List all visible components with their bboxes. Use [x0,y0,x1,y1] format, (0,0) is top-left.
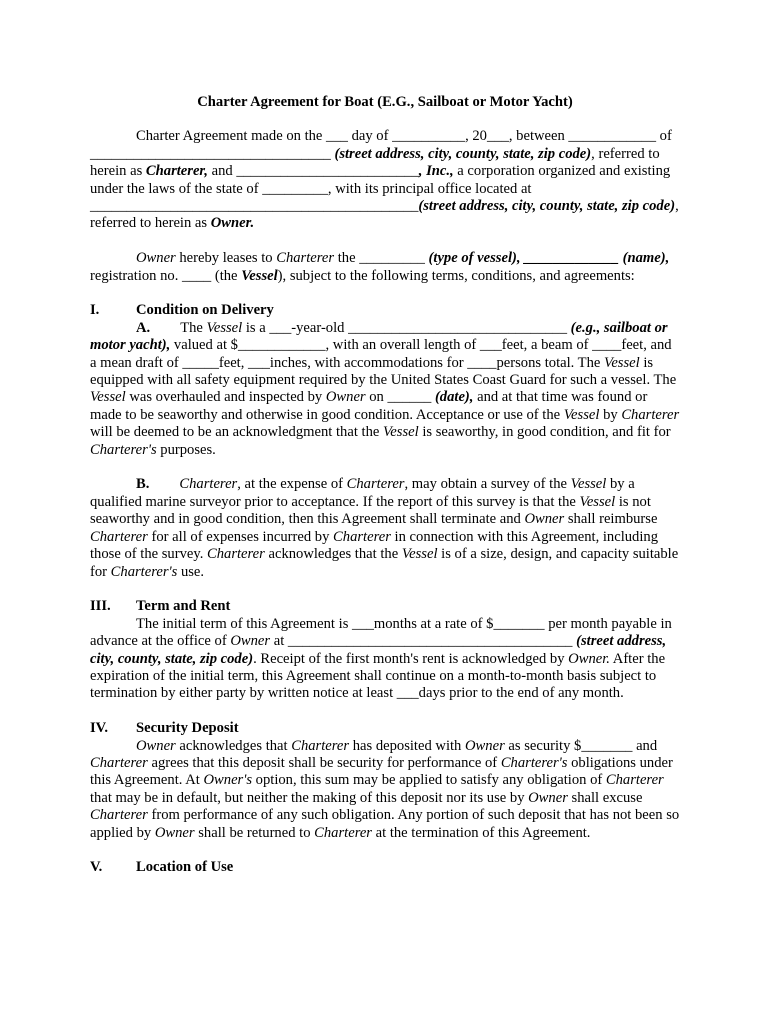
section-3-heading [90,598,680,615]
charterer-term: Charterer [90,528,148,545]
intro-address-placeholder: (street address, city, county, state, zip code) [334,145,592,162]
para-text: valued at $____________, with an overall length of ___feet, a beam of ____feet, and a mean draft of _____feet, ___inches, with accommodations for ____persons total. The [90,337,672,371]
para-text: and at that time was found or made to be seaworthy and otherwise in good condition. Acceptance or use of the [90,389,648,423]
para-text: by [599,406,622,423]
para-text: is not seaworthy and in good condition, then this Agreement shall terminate and [90,493,651,528]
para-text: from performance of any such obligation. Any portion of such deposit that has not been so applied by [90,807,680,841]
owner-term: Owner [136,737,176,754]
section-title: Security Deposit [136,720,239,737]
date-placeholder: (date), [434,389,474,406]
spacer [90,285,680,302]
owner-term: Owner [524,511,565,528]
intro-text: a corporation organized and existing under the laws of the state of _________, with its principal office located at _____________________________________________ [90,163,671,215]
para-text: The [180,319,207,336]
intro-text: , referred to herein as [90,145,660,180]
para-text: as security $_______ and [504,737,658,754]
owner-term: Owner [528,789,568,806]
para-text: that may be in default, but neither the making of this deposit nor its use by [90,789,529,806]
para-text: shall excuse [567,789,643,806]
para-text: The initial term of this Agreement is ___months at a rate of $_______ per month payable in advance at the office of [90,615,672,650]
lease-text: the _________ [334,250,429,267]
vessel-term: Vessel [570,476,607,493]
spacer [90,233,680,250]
charterer-term: Charterer [207,546,265,563]
intro-inc-term: , Inc., [418,163,454,180]
lease-text: ), subject to the following terms, conditions, and agreements: [277,267,635,284]
address-placeholder: (street address, city, county, state, zip code) [90,633,667,667]
para-text: at _______________________________________ [270,633,577,650]
para-text: option, this sum may be applied to satisfy any obligation of [252,772,606,789]
para-text: in connection with this Agreement, including those of the survey. [90,528,658,563]
owner-term: Owner [325,389,366,406]
para-text: is seaworthy, in good condition, and fit for [418,424,671,441]
charterer-term: Charterer [346,476,405,493]
charterer-term: Charterer [605,772,664,789]
vessel-type-placeholder: (e.g., sailboat or motor yacht), [90,319,668,354]
vessel-term: Vessel [401,546,438,563]
section-number: I. [90,302,100,319]
para-text: use. [177,563,205,580]
spacer [90,842,680,859]
owner-term: Owner [465,737,505,754]
section-3-paragraph [90,616,680,703]
charterer-term: Charterer [90,754,148,771]
section-number: V. [90,859,103,876]
para-text: shall reimburse [564,511,658,528]
lease-vessel-term: Vessel [241,267,278,284]
para-text: is equipped with all safety equipment required by the United States Coast Guard for such a vessel. The [90,354,677,389]
spacer [90,459,680,476]
para-text: purposes. [156,441,216,458]
document-body [90,94,680,877]
section-number: IV. [90,720,108,737]
section-1-b-paragraph [90,476,680,580]
charterer-term: Charterer's [90,441,157,458]
owner-term: Owner. [568,650,610,667]
vessel-term: Vessel [563,406,600,423]
spacer [90,703,680,720]
lease-text: registration no. ____ (the [90,267,242,284]
document-title: Charter Agreement for Boat (E.G., Sailboat or Motor Yacht) [197,94,573,110]
section-title: Term and Rent [136,598,231,615]
para-text: is of a size, design, and capacity suitable for [90,546,679,580]
lease-charterer: Charterer [276,250,335,267]
para-text: , may obtain a survey of the [404,476,571,493]
para-text: After the expiration of the initial term, this Agreement shall continue on a month-to-month basis subject to termination by either party by written notice at least ___days prior to the end of any month. [90,650,666,702]
para-text: agrees that this deposit shall be security for performance of [147,754,501,771]
owner-term: Owner [230,633,271,650]
charterer-term: Charterer [291,737,350,754]
para-text: at the termination of this Agreement. [372,824,591,841]
owner-term: Owner [154,824,195,841]
intro-paragraph [90,128,680,232]
intro-text: Charter Agreement made on the ___ day of __________, 20___, between ____________ of _________________________________ [90,128,672,162]
para-text: has deposited with [349,737,466,754]
section-1-heading [90,302,680,319]
section-title: Condition on Delivery [136,302,274,319]
owner-term: Owner's [203,772,253,789]
charterer-term: Charterer [179,476,238,493]
para-text: obligations under this Agreement. At [90,754,673,789]
para-text: . Receipt of the first month's rent is acknowledged by [253,650,569,667]
para-text: for all of expenses incurred by [147,528,334,545]
vessel-term: Vessel [206,319,243,336]
section-4-heading [90,720,680,737]
charterer-term: Charterer [621,406,680,423]
charterer-term: Charterer [90,807,148,824]
vessel-term: Vessel [383,424,419,441]
vessel-term: Vessel [604,354,640,371]
vessel-term: Vessel [90,389,126,406]
intro-charterer-term: Charterer, [145,163,208,180]
section-5-heading [90,859,680,876]
para-text: acknowledges that [175,737,292,754]
charterer-term: Charterer [333,528,391,545]
lease-paragraph [90,250,680,285]
charterer-term: Charterer's [500,754,568,771]
subsection-label: B. [136,476,150,493]
subsection-label: A. [136,319,151,336]
lease-owner: Owner [136,250,176,267]
intro-text: and _________________________ [207,163,419,180]
intro-text: , referred to herein as [90,198,679,232]
para-text: shall be returned to [194,824,315,841]
section-1-a-paragraph [90,320,680,459]
para-text: by a qualified marine surveyor prior to acceptance. If the report of this survey is that the [90,476,635,510]
intro-owner-term: Owner. [210,215,255,232]
intro-office-address-placeholder: (street address, city, county, state, zip code) [418,198,676,215]
para-text: on ______ [365,389,435,406]
para-text: acknowledges that the [264,546,402,563]
section-title: Location of Use [136,859,234,876]
charterer-term: Charterer's [110,563,178,580]
lease-text: hereby leases to [175,250,277,267]
vessel-term: Vessel [579,493,616,510]
para-text: was overhauled and inspected by [125,389,326,406]
section-4-paragraph [90,738,680,842]
para-text: , at the expense of [237,476,347,493]
lease-vessel-placeholder: (type of vessel), _____________ (name), [428,250,670,267]
para-text: will be deemed to be an acknowledgment that the [90,424,383,441]
charterer-term: Charterer [314,824,372,841]
spacer [90,581,680,598]
para-text: is a ___-year-old ______________________________ [242,319,571,336]
section-number: III. [90,598,111,615]
